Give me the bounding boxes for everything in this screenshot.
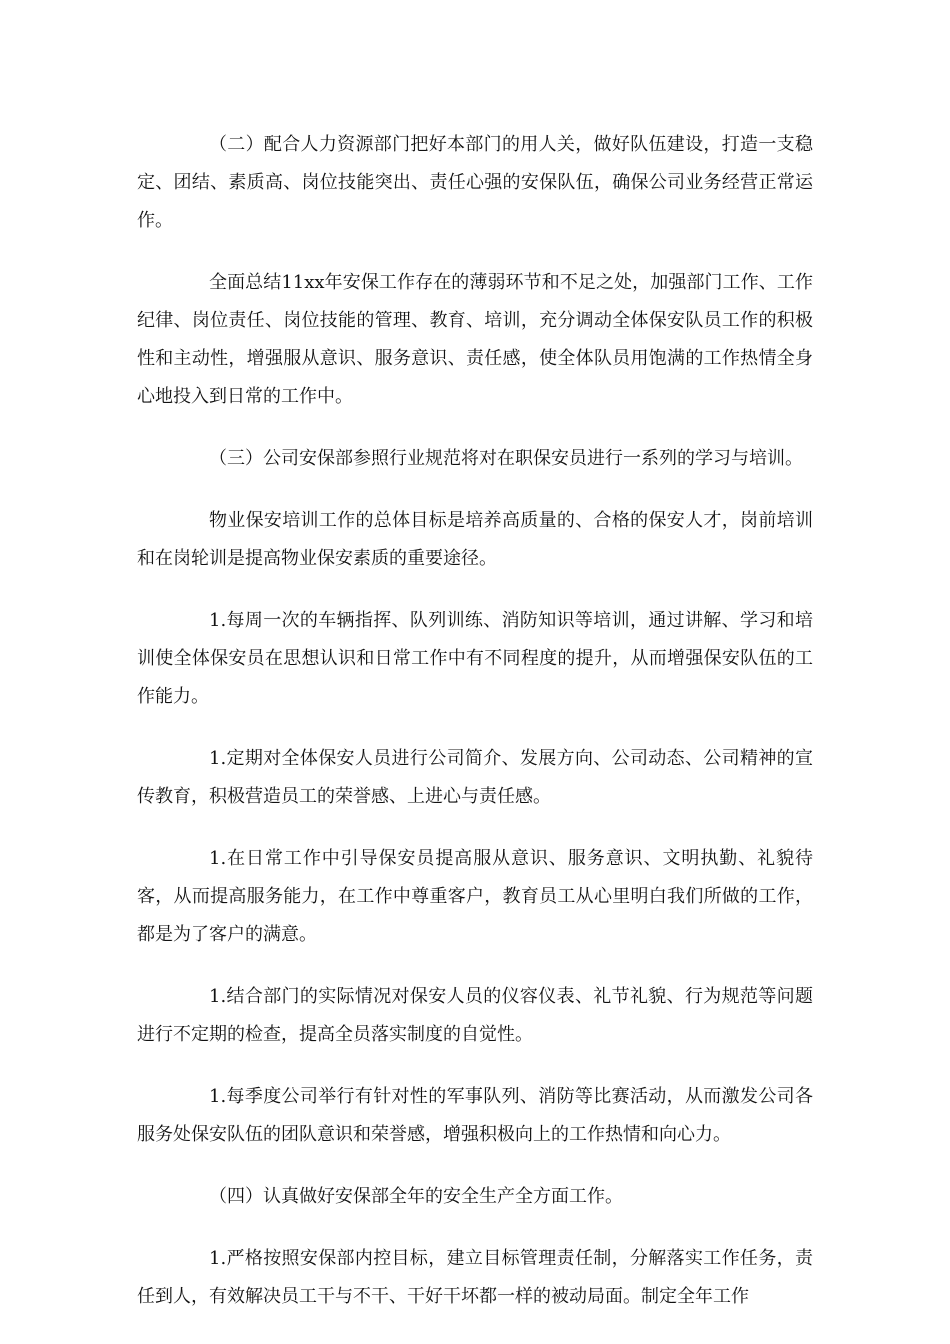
paragraph-section-3-heading: （三）公司安保部参照行业规范将对在职保安员进行一系列的学习与培训。 <box>209 448 803 469</box>
document-body <box>137 126 813 1340</box>
paragraph-service-awareness: 1.在日常工作中引导保安员提高服从意识、服务意识、文明执勤、礼貌待客，从而提高服务能力，在工作中尊重客户，教育员工从心里明白我们所做的工作，都是为了客户的满意。 <box>137 848 813 945</box>
paragraph-section-4-heading: （四）认真做好安保部全年的安全生产全方面工作。 <box>209 1186 623 1207</box>
paragraph-weekly-training: 1.每周一次的车辆指挥、队列训练、消防知识等培训，通过讲解、学习和培训使全体保安员在思想认识和日常工作中有不同程度的提升，从而增强保安队伍的工作能力。 <box>137 610 813 707</box>
paragraph-training-goal: 物业保安培训工作的总体目标是培养高质量的、合格的保安人才，岗前培训和在岗轮训是提高物业保安素质的重要途径。 <box>137 510 813 569</box>
paragraph-inspection: 1.结合部门的实际情况对保安人员的仪容仪表、礼节礼貌、行为规范等问题进行不定期的检查，提高全员落实制度的自觉性。 <box>137 986 813 1045</box>
paragraph-target-management: 1.严格按照安保部内控目标，建立目标管理责任制，分解落实工作任务，责任到人，有效解决员工干与不干、干好干坏都一样的被动局面。制定全年工作 <box>137 1248 813 1307</box>
paragraph-annual-summary: 全面总结11xx年安保工作存在的薄弱环节和不足之处，加强部门工作、工作纪律、岗位责任、岗位技能的管理、教育、培训，充分调动全体保安队员工作的积极性和主动性，增强服从意识、服务意识、责任感，使全体队员用饱满的工作热情全身心地投入到日常的工作中。 <box>137 272 813 407</box>
paragraph-quarterly-competition: 1.每季度公司举行有针对性的军事队列、消防等比赛活动，从而激发公司各服务处保安队伍的团队意识和荣誉感，增强积极向上的工作热情和向心力。 <box>137 1086 813 1145</box>
paragraph-section-2-heading: （二）配合人力资源部门把好本部门的用人关，做好队伍建设，打造一支稳定、团结、素质高、岗位技能突出、责任心强的安保队伍，确保公司业务经营正常运作。 <box>137 134 813 231</box>
paragraph-company-education: 1.定期对全体保安人员进行公司简介、发展方向、公司动态、公司精神的宣传教育，积极营造员工的荣誉感、上进心与责任感。 <box>137 748 813 807</box>
